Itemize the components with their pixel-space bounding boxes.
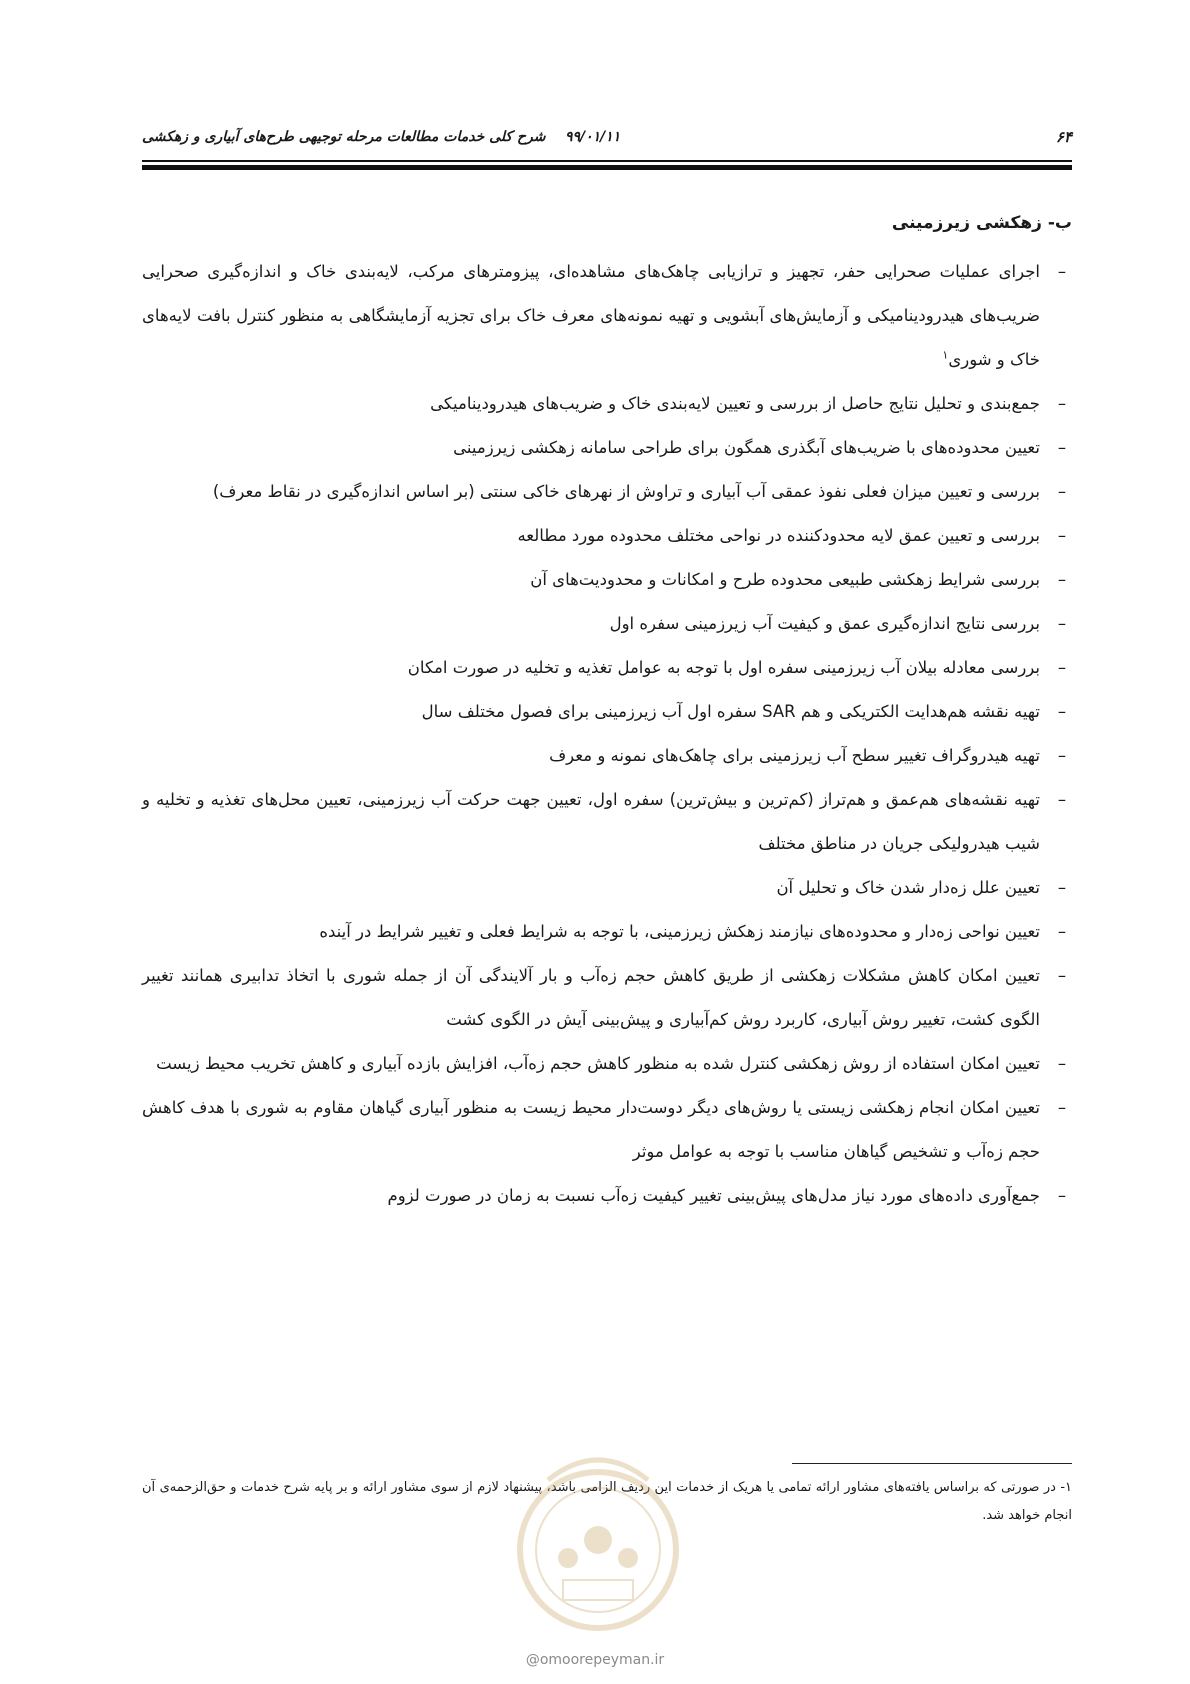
list-item bbox=[142, 558, 1072, 602]
watermark-logo bbox=[508, 1440, 688, 1640]
list-item bbox=[142, 250, 1072, 382]
list-item-text: تعیین امکان انجام زهکشی زیستی یا روش‌های دیگر دوست‌دار محیط زیست به منظور آبیاری گیاهان مقاوم به شوری با هدف کاهش حجم زه‌آب و تشخیص گیاهان مناسب با توجه به عوامل موثر bbox=[142, 1098, 1040, 1161]
list-item-text: تهیه هیدروگراف تغییر سطح آب زیرزمینی برای چاهک‌های نمونه و معرف bbox=[549, 746, 1040, 765]
list-item-text: بررسی نتایج اندازه‌گیری عمق و کیفیت آب زیرزمینی سفره اول bbox=[609, 614, 1040, 633]
dash-bullet: – bbox=[1057, 790, 1067, 809]
dash-bullet: – bbox=[1057, 1054, 1067, 1073]
dash-bullet: – bbox=[1057, 614, 1067, 633]
list-item bbox=[142, 734, 1072, 778]
header-title-text: شرح کلی خدمات مطالعات مرحله توجیهی طرح‌های آبیاری و زهکشی bbox=[142, 129, 546, 145]
list-item-text: بررسی و تعیین میزان فعلی نفوذ عمقی آب آبیاری و تراوش از نهرهای خاکی سنتی (بر اساس اندازه‌گیری در نقاط معرف) bbox=[212, 482, 1040, 501]
main-content bbox=[142, 210, 1072, 1218]
list-item bbox=[142, 778, 1072, 866]
dash-bullet: – bbox=[1057, 482, 1067, 501]
dash-bullet: – bbox=[1057, 262, 1067, 281]
task-list bbox=[142, 250, 1072, 1218]
list-item bbox=[142, 954, 1072, 1042]
dash-bullet: – bbox=[1057, 1098, 1067, 1117]
list-item-text: بررسی شرایط زهکشی طبیعی محدوده طرح و امکانات و محدودیت‌های آن bbox=[530, 570, 1040, 589]
list-item bbox=[142, 690, 1072, 734]
header-date: ۹۹/۰۱/۱۱ bbox=[564, 129, 621, 145]
running-title bbox=[142, 129, 620, 145]
dash-bullet: – bbox=[1057, 746, 1067, 765]
page-header bbox=[142, 122, 1072, 152]
list-item bbox=[142, 470, 1072, 514]
list-item bbox=[142, 382, 1072, 426]
list-item-text: تعیین محدوده‌های با ضریب‌های آبگذری همگون برای طراحی سامانه زهکشی زیرزمینی bbox=[453, 438, 1040, 457]
header-rule-thin bbox=[142, 160, 1072, 162]
list-item bbox=[142, 1086, 1072, 1174]
list-item-text: بررسی معادله بیلان آب زیرزمینی سفره اول با توجه به عوامل تغذیه و تخلیه در صورت امکان bbox=[407, 658, 1040, 677]
list-item bbox=[142, 646, 1072, 690]
watermark-url: @omoorepeyman.ir bbox=[525, 1652, 665, 1668]
footnote-rule bbox=[792, 1463, 1072, 1464]
list-item-text: اجرای عملیات صحرایی حفر، تجهیز و ترازیابی چاهک‌های مشاهده‌ای، پیزومترهای مرکب، لایه‌بندی خاک و اندازه‌گیری صحرایی ضریب‌های هیدرودینامیکی و آزمایش‌های آبشویی و تهیه نمونه‌های معرف خاک برای تجزیه آزمایشگاهی به منظور کنترل بافت لایه‌های خاک و شوری bbox=[142, 262, 1040, 369]
list-item-text: جمع‌بندی و تحلیل نتایج حاصل از بررسی و تعیین لایه‌بندی خاک و ضریب‌های هیدرودینامیکی bbox=[430, 394, 1040, 413]
list-item-text: تعیین نواحی زه‌دار و محدوده‌های نیازمند زهکش زیرزمینی، با توجه به شرایط فعلی و تغییر شرایط در آینده bbox=[319, 922, 1040, 941]
list-item bbox=[142, 426, 1072, 470]
list-item bbox=[142, 514, 1072, 558]
list-item-text: تعیین علل زه‌دار شدن خاک و تحلیل آن bbox=[776, 878, 1040, 897]
list-item bbox=[142, 1042, 1072, 1086]
list-item-text: بررسی و تعیین عمق لایه محدودکننده در نواحی مختلف محدوده مورد مطالعه bbox=[517, 526, 1040, 545]
page-number: ۶۴ bbox=[1055, 128, 1072, 146]
footnote-reference[interactable]: ۱ bbox=[942, 348, 949, 362]
list-item-text: تهیه نقشه‌های هم‌عمق و هم‌تراز (کم‌ترین و بیش‌ترین) سفره اول، تعیین جهت حرکت آب زیرزمینی، تعیین محل‌های تغذیه و تخلیه و شیب هیدرولیکی جریان در مناطق مختلف bbox=[142, 790, 1040, 853]
dash-bullet: – bbox=[1057, 922, 1067, 941]
list-item-text: تعیین امکان استفاده از روش زهکشی کنترل شده به منظور کاهش حجم زه‌آب، افزایش بازده آبیاری و کاهش تخریب محیط زیست bbox=[156, 1054, 1040, 1073]
dash-bullet: – bbox=[1057, 526, 1067, 545]
footnote: ۱- در صورتی که براساس یافته‌های مشاور ارائه تمامی یا هریک از خدمات این ردیف الزامی باشد، پیشنهاد لازم از سوی مشاور ارائه و بر پایه شرح خدمات و حق‌الزحمه‌ی آن انجام خواهد شد. bbox=[142, 1480, 1072, 1523]
list-item bbox=[142, 910, 1072, 954]
dash-bullet: – bbox=[1057, 1186, 1067, 1205]
list-item-text: جمع‌آوری داده‌های مورد نیاز مدل‌های پیش‌بینی تغییر کیفیت زه‌آب نسبت به زمان در صورت لزوم bbox=[387, 1186, 1040, 1205]
dash-bullet: – bbox=[1057, 438, 1067, 457]
list-item bbox=[142, 602, 1072, 646]
list-item-text: تعیین امکان کاهش مشکلات زهکشی از طریق کاهش حجم زه‌آب و بار آلایندگی آن از جمله شوری با اتخاذ تدابیری همانند تغییر الگوی کشت، تغییر روش آبیاری، کاربرد روش کم‌آبیاری و پیش‌بینی آیش در الگوی کشت bbox=[142, 966, 1040, 1029]
dash-bullet: – bbox=[1057, 658, 1067, 677]
dash-bullet: – bbox=[1057, 702, 1067, 721]
dash-bullet: – bbox=[1057, 878, 1067, 897]
section-title: ب- زهکشی زیرزمینی bbox=[891, 213, 1072, 233]
list-item bbox=[142, 866, 1072, 910]
dash-bullet: – bbox=[1057, 570, 1067, 589]
list-item-text: تهیه نقشه هم‌هدایت الکتریکی و هم SAR سفره اول آب زیرزمینی برای فصول مختلف سال bbox=[421, 702, 1040, 721]
dash-bullet: – bbox=[1057, 966, 1067, 985]
list-item bbox=[142, 1174, 1072, 1218]
dash-bullet: – bbox=[1057, 394, 1067, 413]
header-rule-thick bbox=[142, 165, 1072, 170]
